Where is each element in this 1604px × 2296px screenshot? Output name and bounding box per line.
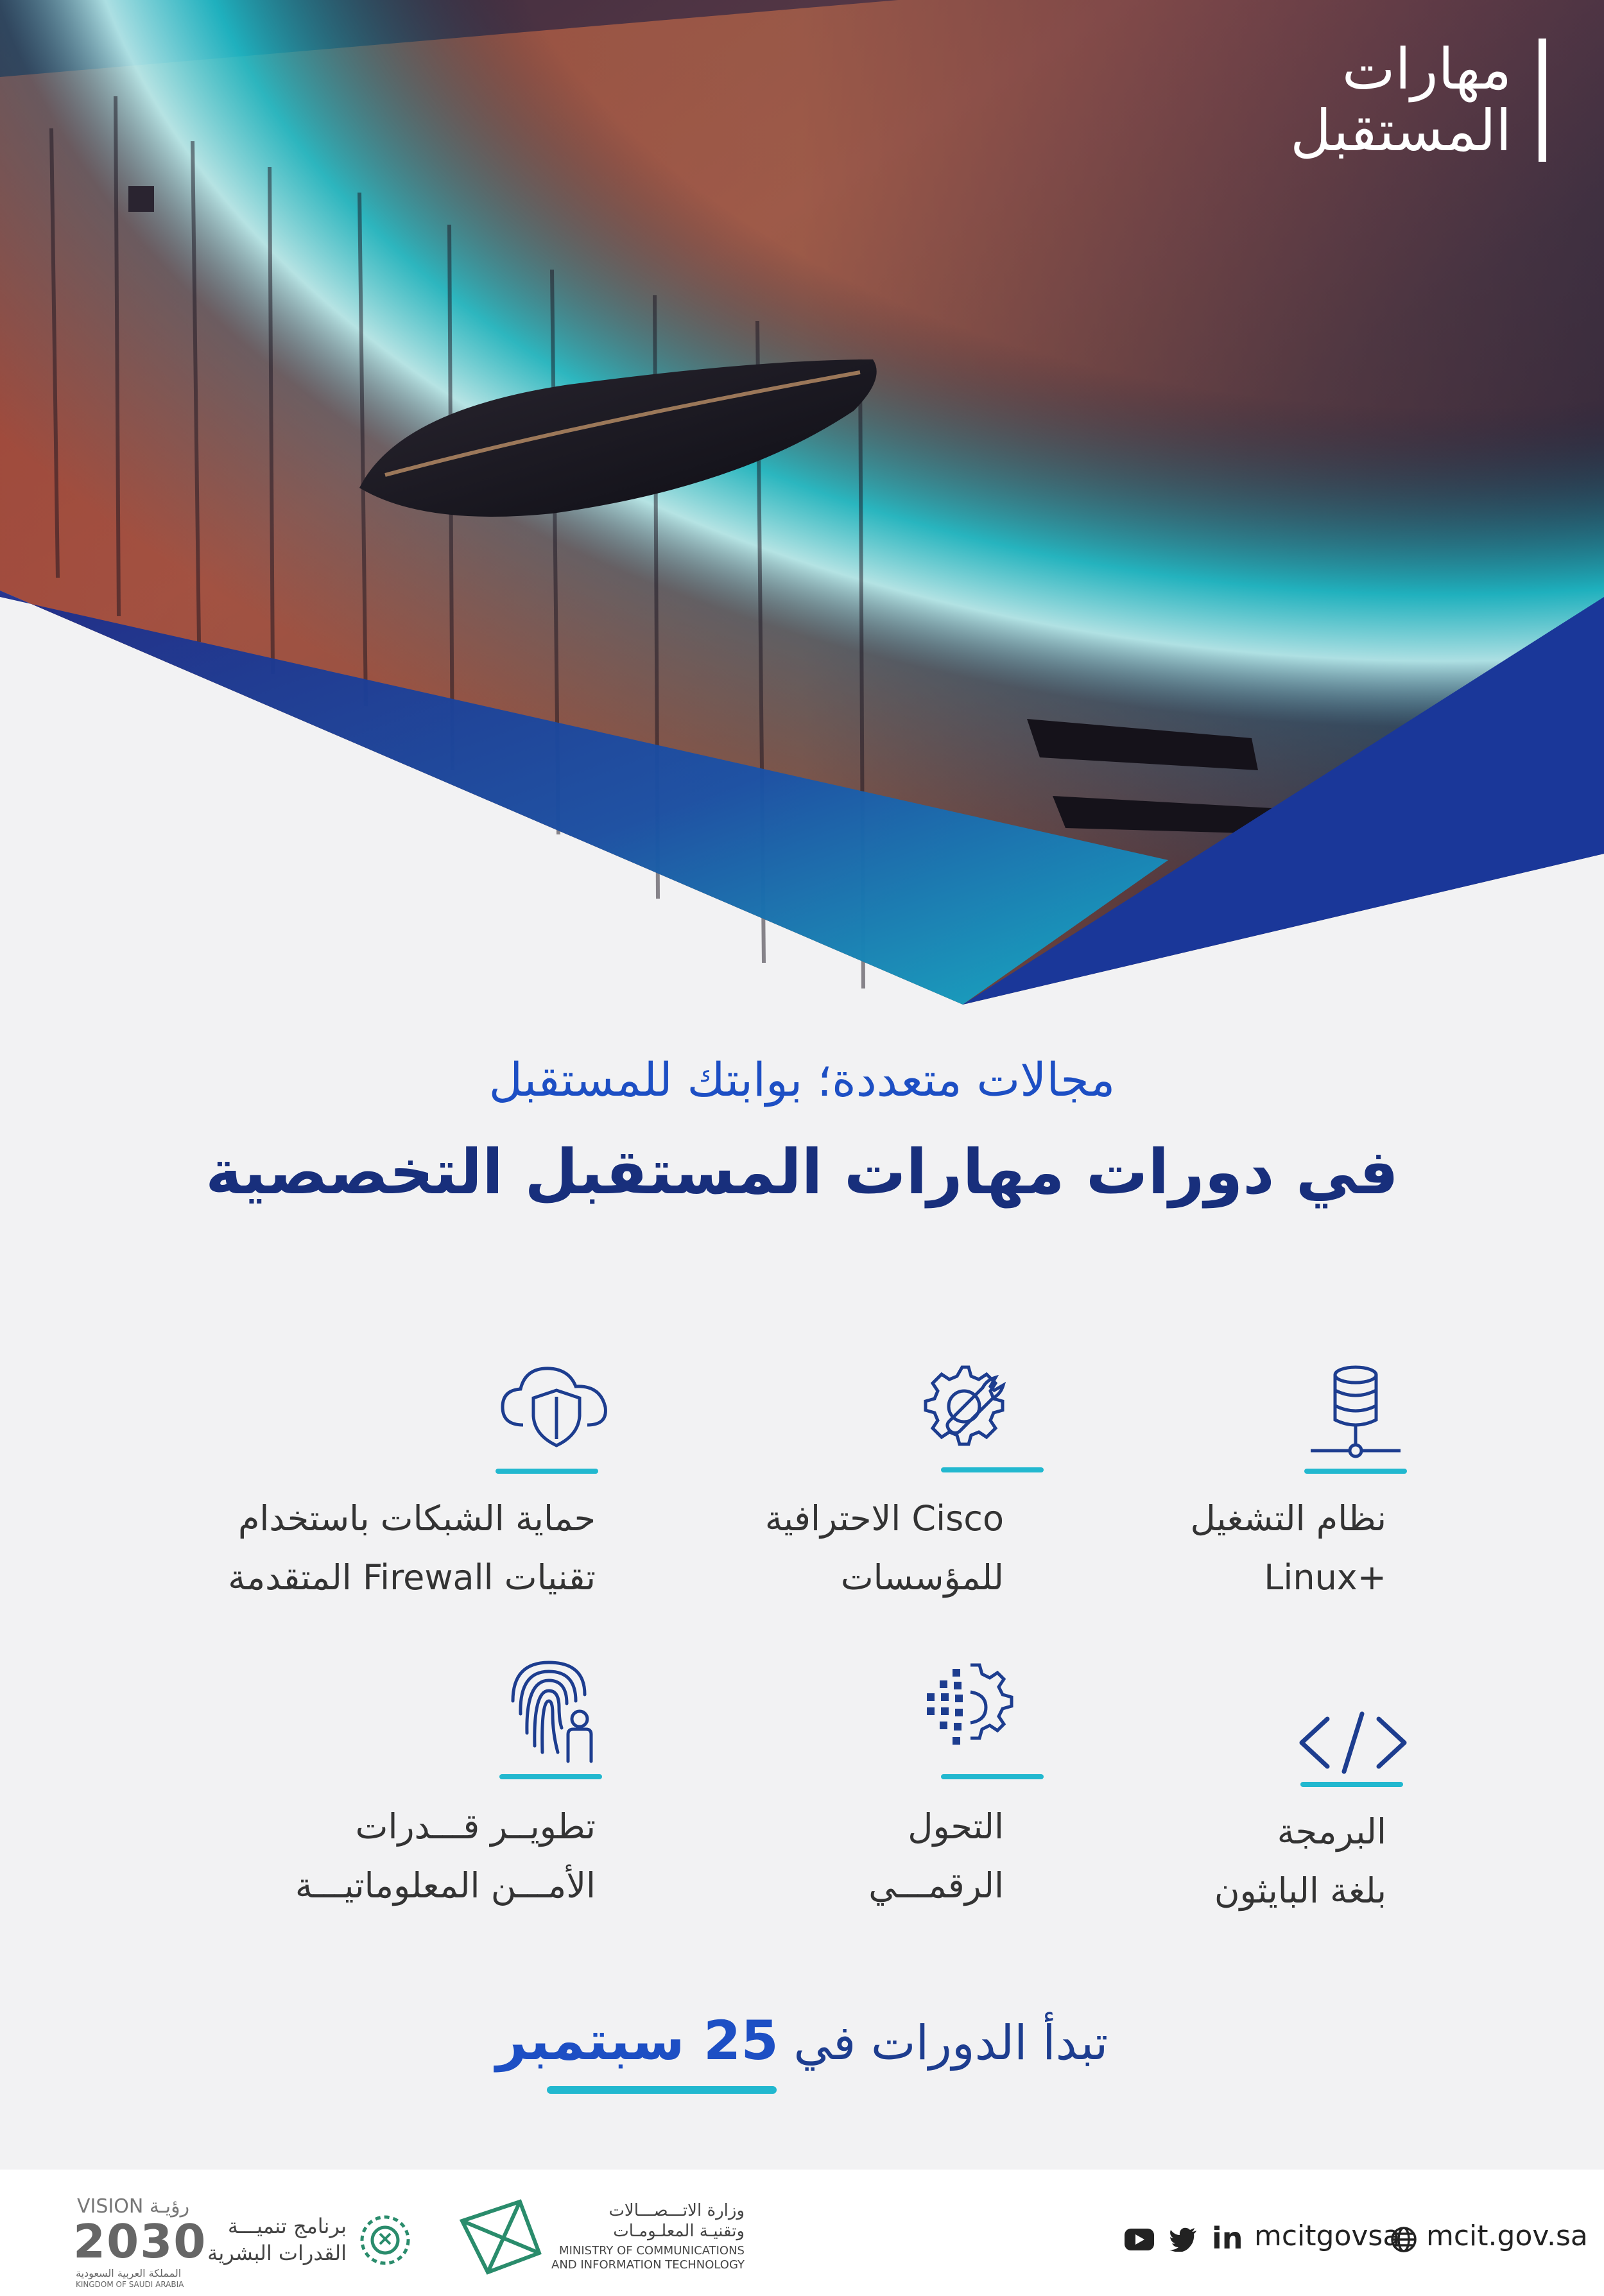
start-prefix: تبدأ الدورات في — [793, 2015, 1108, 2071]
vision-en: KINGDOM OF SAUDI ARABIA — [76, 2280, 184, 2289]
ministry-emblem-icon — [449, 2195, 546, 2279]
ministry-en-2: AND INFORMATION TECHNOLOGY — [551, 2258, 745, 2272]
headline-title: في دورات مهارات المستقبل التخصصية — [205, 1136, 1399, 1208]
ministry-logo — [449, 2195, 745, 2285]
brand-logo — [1290, 36, 1546, 164]
course-line-1: نظام التشغيل — [1190, 1498, 1386, 1539]
course-line-2: تقنيات Firewall المتقدمة — [228, 1557, 596, 1598]
vision-year: 2030 — [73, 2214, 207, 2268]
course-line-2: للمؤسسات — [840, 1557, 1004, 1598]
human-capability-program-logo — [207, 2208, 424, 2279]
brand-line-2: المستقبل — [1290, 98, 1512, 164]
fingerprint-person-icon — [504, 1656, 600, 1765]
course-item-cisco — [644, 1354, 1004, 1598]
cloud-shield-icon — [497, 1361, 613, 1451]
ministry-ar-2: وتقنيـة المعلـومـات — [613, 2222, 745, 2241]
start-date-banner — [0, 2009, 1604, 2072]
course-line-2: الأمـــن المعلوماتيـــة — [295, 1865, 596, 1906]
course-title — [1001, 1489, 1386, 1607]
course-item-info-security — [231, 1656, 596, 1913]
ministry-en-1: MINISTRY OF COMMUNICATIONS — [559, 2244, 745, 2257]
course-line-2: +Linux — [1264, 1557, 1386, 1598]
twitter-icon[interactable] — [1169, 2227, 1198, 2252]
course-title — [211, 1489, 596, 1607]
course-item-linux — [1027, 1361, 1386, 1605]
course-line-1: حماية الشبكات باستخدام — [237, 1498, 596, 1539]
vision-2030-logo — [71, 2195, 207, 2292]
ministry-ar-1: وزارة الاتـــصـــالات — [608, 2201, 745, 2220]
footer — [0, 2170, 1604, 2296]
course-title — [619, 1797, 1004, 1915]
start-date-underline — [547, 2086, 777, 2094]
server-database-icon — [1307, 1361, 1404, 1463]
start-date: 25 سبتمبر — [496, 2009, 779, 2072]
course-line-2: بلغة البايثون — [1214, 1870, 1386, 1911]
program-emblem-icon — [353, 2208, 417, 2272]
accent-bar — [1304, 1469, 1407, 1474]
accent-bar — [499, 1774, 602, 1779]
course-line-1: التحول — [908, 1806, 1004, 1847]
course-line-1: البرمجة — [1277, 1811, 1386, 1852]
accent-bar — [941, 1774, 1044, 1779]
social-handle[interactable]: mcitgovsa — [1254, 2220, 1401, 2252]
course-item-python — [1027, 1695, 1386, 1926]
course-line-1: تطويــر قـــدرات — [355, 1806, 596, 1847]
course-title — [619, 1489, 1004, 1607]
course-title — [211, 1797, 596, 1915]
youtube-icon[interactable] — [1125, 2229, 1154, 2250]
course-item-firewall — [228, 1361, 596, 1605]
vision-top: VISION رؤيـة — [77, 2195, 190, 2218]
gear-wrench-icon — [911, 1354, 1013, 1457]
headline-subtitle: مجالات متعددة؛ بوابتك للمستقبل — [488, 1053, 1116, 1107]
globe-icon[interactable] — [1390, 2226, 1417, 2253]
brand-line-1: مهارات — [1341, 36, 1512, 102]
program-line-2: القدرات البشرية — [207, 2241, 347, 2265]
code-brackets-icon — [1295, 1707, 1411, 1778]
vision-ar: المملكة العربية السعودية — [76, 2267, 182, 2279]
website-link[interactable]: mcit.gov.sa — [1426, 2220, 1588, 2252]
accent-bar — [1300, 1782, 1403, 1787]
accent-bar — [941, 1467, 1044, 1472]
course-title — [1001, 1802, 1386, 1921]
digital-gear-icon — [914, 1656, 1017, 1759]
course-item-digital-transformation — [644, 1656, 1004, 1913]
linkedin-icon[interactable]: in — [1212, 2221, 1243, 2256]
program-line-1: برنامج تنميـــة — [227, 2214, 347, 2238]
course-line-1: Cisco الاحترافية — [764, 1498, 1004, 1539]
course-line-2: الرقمـــي — [868, 1865, 1004, 1906]
accent-bar — [496, 1469, 598, 1474]
